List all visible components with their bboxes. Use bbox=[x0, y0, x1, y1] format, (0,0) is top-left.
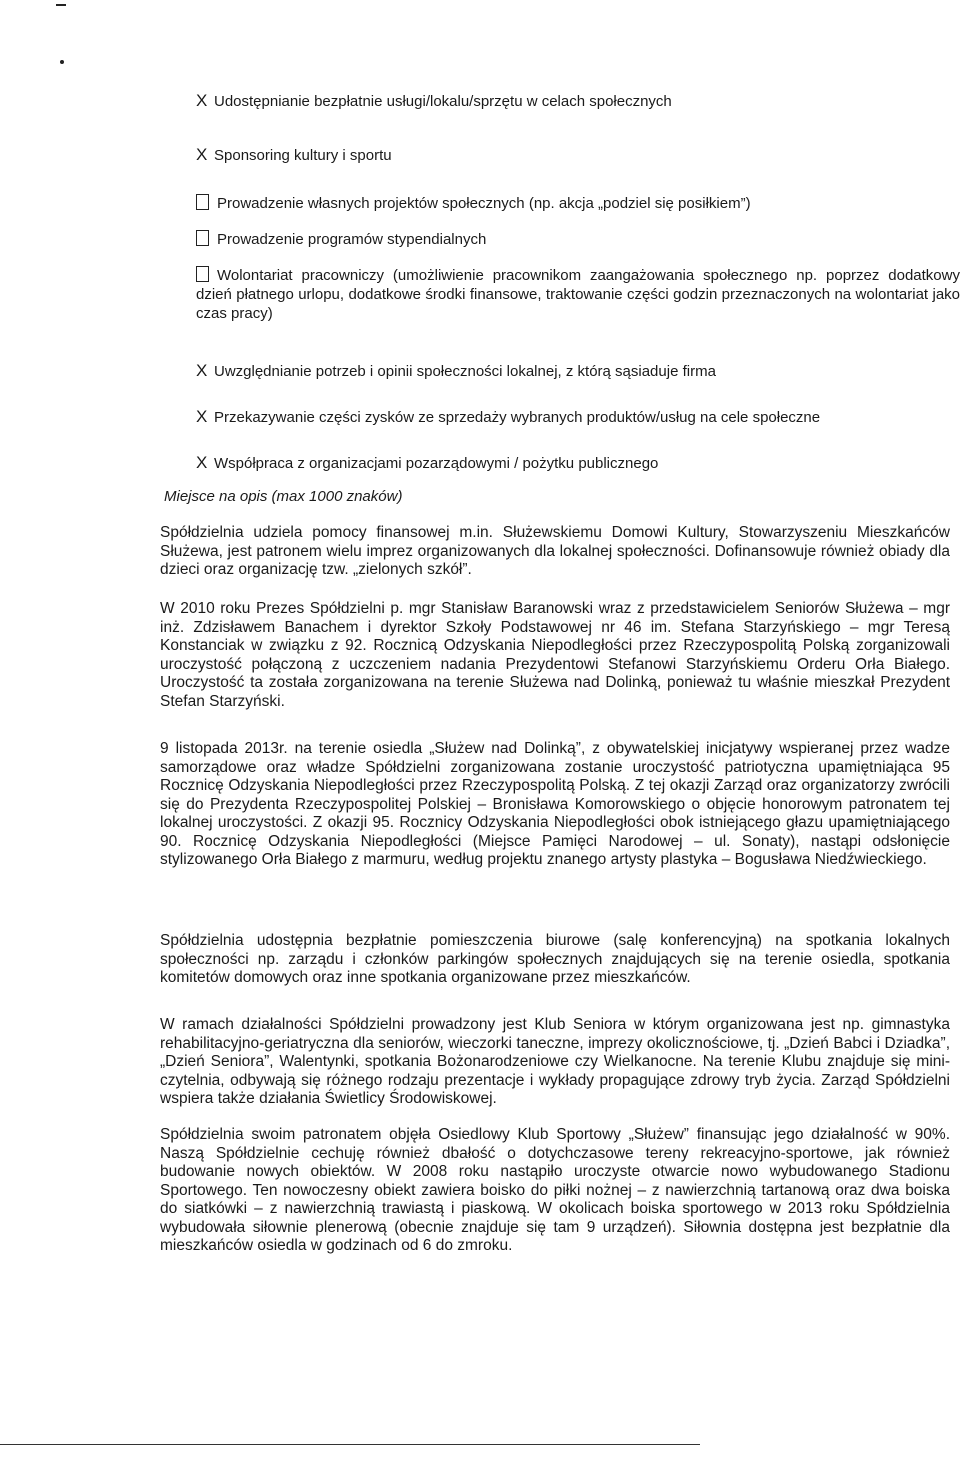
checklist-item-profit-sharing bbox=[196, 408, 920, 427]
checklist-item-volunteering bbox=[196, 264, 960, 323]
unchecked-box-icon bbox=[196, 230, 209, 246]
checklist-item-label: Przekazywanie części zysków ze sprzedaży wybranych produktów/usług na cele społeczne bbox=[214, 409, 821, 426]
checklist-item-label: Wolontariat pracowniczy (umożliwienie pracownikom zaangażowania społecznego np. poprzez dodatkowy dzień płatnego urlopu, dodatkowe środki finansowe, traktowanie części godzin przeznaczonych na wolontariat jako czas pracy) bbox=[196, 267, 960, 322]
unchecked-box-icon bbox=[196, 194, 209, 210]
checklist-item-label: Prowadzenie programów stypendialnych bbox=[217, 231, 487, 248]
checked-x-mark: X bbox=[196, 453, 208, 472]
description-heading: Miejsce na opis (max 1000 znaków) bbox=[164, 488, 403, 505]
checklist-item-label: Sponsoring kultury i sportu bbox=[214, 147, 392, 164]
paragraph-sports-club: Spółdzielnia swoim patronatem objęła Osiedlowy Klub Sportowy „Służew” finansując jego działalność w 90%. Naszą Spółdzielnie cechuję również dbałość o dotychczasowe tereny rekreacyjno-sportowe, jak również budowanie nowych obiektów. W 2008 roku nastąpiło uroczyste otwarcie nowo wybudowanego Stadionu Sportowego. Ten nowoczesny obiekt zawiera boisko do piłki nożnej – z nawierzchnią tartanową oraz dwa boiska do siatkówki – z nawierzchnią trawiastą i piaskową. W okolicach boiska sportowego w 2013 roku Spółdzielnia wybudowała siłownie plenerową (obecnie znajduje się tam 9 urządzeń). Siłownia dostępna jest bezpłatnie dla mieszkańców osiedla w godzinach od 6 do zmroku. bbox=[160, 1126, 950, 1254]
checked-x-mark: X bbox=[196, 91, 208, 110]
checklist-item-label: Uwzględnianie potrzeb i opinii społeczności lokalnej, z którą sąsiaduje firma bbox=[214, 363, 716, 380]
checklist-item-ngo-cooperation bbox=[196, 454, 920, 473]
checked-x-mark: X bbox=[196, 361, 208, 380]
paragraph-financial-support: Spółdzielnia udziela pomocy finansowej m.in. Służewskiemu Domowi Kultury, Stowarzyszeniu Mieszkańców Służewa, jest patronem wielu imprez organizowanych dla lokalnej społeczności. Dofinansowuje również obiady dla dzieci oraz organizację tzw. „zielonych szkół”. bbox=[160, 524, 950, 578]
checked-x-mark: X bbox=[196, 145, 208, 164]
checklist-item-sharing bbox=[196, 92, 920, 111]
checklist-item-label: Udostępnianie bezpłatnie usługi/lokalu/sprzętu w celach społecznych bbox=[214, 93, 672, 110]
footer-rule bbox=[0, 1444, 700, 1445]
checklist-item-own-projects bbox=[196, 194, 920, 213]
unchecked-box-icon bbox=[196, 266, 209, 282]
scan-dot-mark bbox=[60, 60, 64, 64]
paragraph-office-sharing: Spółdzielnia udostępnia bezpłatnie pomieszczenia biurowe (salę konferencyjną) na spotkania lokalnych społeczności np. zarządu i członków parkingów społecznych znajdujących się na terenie osiedla, spotkania komitetów domowych oraz inne spotkania organizowane przez mieszkańców. bbox=[160, 932, 950, 986]
checklist-item-local-needs bbox=[196, 362, 920, 381]
checked-x-mark: X bbox=[196, 407, 208, 426]
checklist-item-scholarships bbox=[196, 230, 920, 249]
scan-corner-mark bbox=[56, 4, 66, 6]
paragraph-2010-ceremony: W 2010 roku Prezes Spółdzielni p. mgr Stanisław Baranowski wraz z przedstawicielem Seniorów Służewa – mgr inż. Zdzisławem Banachem i dyrektor Szkoły Podstawowej nr 46 im. Stefana Starzyńskiego – mgr Teresą Konstanciak w związku z 92. Rocznicą Odzyskania Niepodległości przez Rzeczypospolitą Polską zorganizowali uroczystość połączoną z uczczeniem nadania Prezydentowi Stefanowi Starzyńskiemu Orderu Orła Białego. Uroczystość ta została zorganizowana na terenie Służewa nad Dolinką, ponieważ tu właśnie mieszkał Prezydent Stefan Starzyński. bbox=[160, 600, 950, 710]
checklist-item-sponsoring bbox=[196, 146, 920, 165]
checklist-item-label: Współpraca z organizacjami pozarządowymi / pożytku publicznego bbox=[214, 455, 659, 472]
checklist-item-label: Prowadzenie własnych projektów społecznych (np. akcja „podziel się posiłkiem”) bbox=[217, 195, 751, 212]
paragraph-senior-club: W ramach działalności Spółdzielni prowadzony jest Klub Seniora w którym organizowana jest np. gimnastyka rehabilitacyjno-geriatryczna dla seniorów, wieczorki taneczne, imprezy okolicznościowe, tj. „Dzień Babci i Dziadka”, „Dzień Seniora”, Walentynki, spotkania Bożonarodzeniowe czy Wielkanocne. Na terenie Klubu znajduje się mini-czytelnia, odbywają się różnego rodzaju prezentacje i wykłady propagujące zdrowy tryb życia. Zarząd Spółdzielni wspiera także działania Świetlicy Środowiskowej. bbox=[160, 1016, 950, 1107]
paragraph-2013-ceremony: 9 listopada 2013r. na terenie osiedla „Służew nad Dolinką”, z obywatelskiej inicjatywy wspieranej przez wadze samorządowe oraz władze Spółdzielni zorganizowana zostanie uroczystość patriotyczna upamiętniająca 95 Rocznicę Odzyskania Niepodległości przez Rzeczypospolitą Polską. Z tej okazji Zarząd oraz organizatorzy zwrócili się do Prezydenta Rzeczypospolitej Polskiej – Bronisława Komorowskiego o objęcie honorowym patronatem tej lokalnej uroczystości. Z okazji 95. Rocznicy Odzyskania Niepodległości obok istniejącego głazu upamiętniającego 90. Rocznicę Odzyskania Niepodległości (Miejsce Pamięci Narodowej – ul. Sonaty), nastąpi odsłonięcie stylizowanego Orła Białego z marmuru, według projektu znanego artysty plastyka – Bogusława Niedźwieckiego. bbox=[160, 740, 950, 868]
